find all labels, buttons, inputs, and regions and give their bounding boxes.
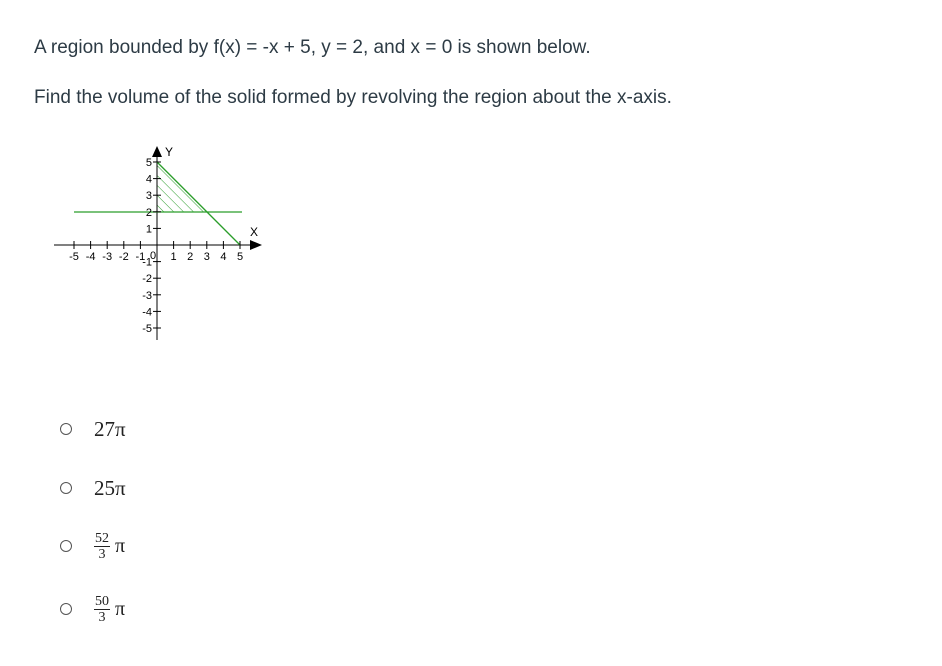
y-tick-label: 5	[145, 157, 152, 169]
y-tick-label: -3	[142, 289, 152, 302]
y-axis-arrow-icon	[152, 146, 162, 157]
answer-option-d[interactable]	[60, 591, 125, 627]
origin-label: 0	[150, 250, 157, 262]
question-line-2: Find the volume of the solid formed by revolving the region about the x-axis.	[34, 87, 672, 108]
x-tick-label: 5	[236, 251, 244, 263]
pi-symbol: π	[115, 534, 126, 557]
y-tick-label: 3	[145, 190, 152, 203]
x-tick-label: -3	[102, 251, 113, 263]
pi-symbol: π	[115, 597, 126, 620]
y-tick-label: 4	[145, 173, 152, 186]
x-axis-label: X	[250, 225, 259, 239]
x-tick-label: -5	[69, 251, 79, 263]
y-tick-label: 2	[145, 206, 152, 219]
radio-button-d[interactable]	[60, 603, 72, 615]
answer-option-b[interactable]	[60, 470, 126, 506]
fraction-denominator: 3	[98, 609, 106, 625]
fraction-numerator: 52	[95, 530, 109, 546]
radio-button-a[interactable]	[60, 423, 72, 435]
pi-symbol: π	[115, 416, 126, 441]
y-tick-label: -5	[142, 323, 152, 335]
answer-c-text	[94, 531, 125, 562]
pi-symbol: π	[115, 475, 126, 500]
x-tick-label: 4	[220, 251, 227, 263]
x-tick-label: -1	[135, 251, 146, 263]
x-axis-arrow-icon	[250, 240, 262, 250]
y-axis-label: Y	[165, 145, 174, 159]
answer-option-c[interactable]	[60, 528, 125, 564]
answer-b-text	[94, 476, 126, 501]
fraction	[94, 594, 110, 625]
x-tick-label: 3	[203, 251, 210, 263]
radio-button-c[interactable]	[60, 540, 72, 552]
fraction-denominator: 3	[98, 546, 106, 562]
region-graph	[52, 140, 272, 350]
x-tick-label: 2	[187, 251, 194, 263]
y-tick-label: -1	[142, 256, 152, 269]
answer-a-value: 27	[94, 416, 115, 441]
fraction	[94, 531, 110, 562]
y-tick-label: -4	[142, 306, 152, 319]
answer-d-text	[94, 594, 125, 625]
question-line-1: A region bounded by f(x) = -x + 5, y = 2, and x = 0 is shown below.	[34, 37, 591, 58]
fraction-numerator: 50	[95, 593, 109, 609]
y-tick-label: 1	[145, 223, 152, 236]
answer-option-a[interactable]	[60, 411, 126, 447]
x-tick-label: -2	[118, 251, 129, 263]
x-tick-label: 1	[170, 251, 177, 263]
x-tick-label: -4	[85, 251, 96, 263]
answer-b-value: 25	[94, 475, 115, 500]
radio-button-b[interactable]	[60, 482, 72, 494]
y-tick-label: -2	[142, 273, 152, 286]
answer-a-text	[94, 417, 126, 442]
